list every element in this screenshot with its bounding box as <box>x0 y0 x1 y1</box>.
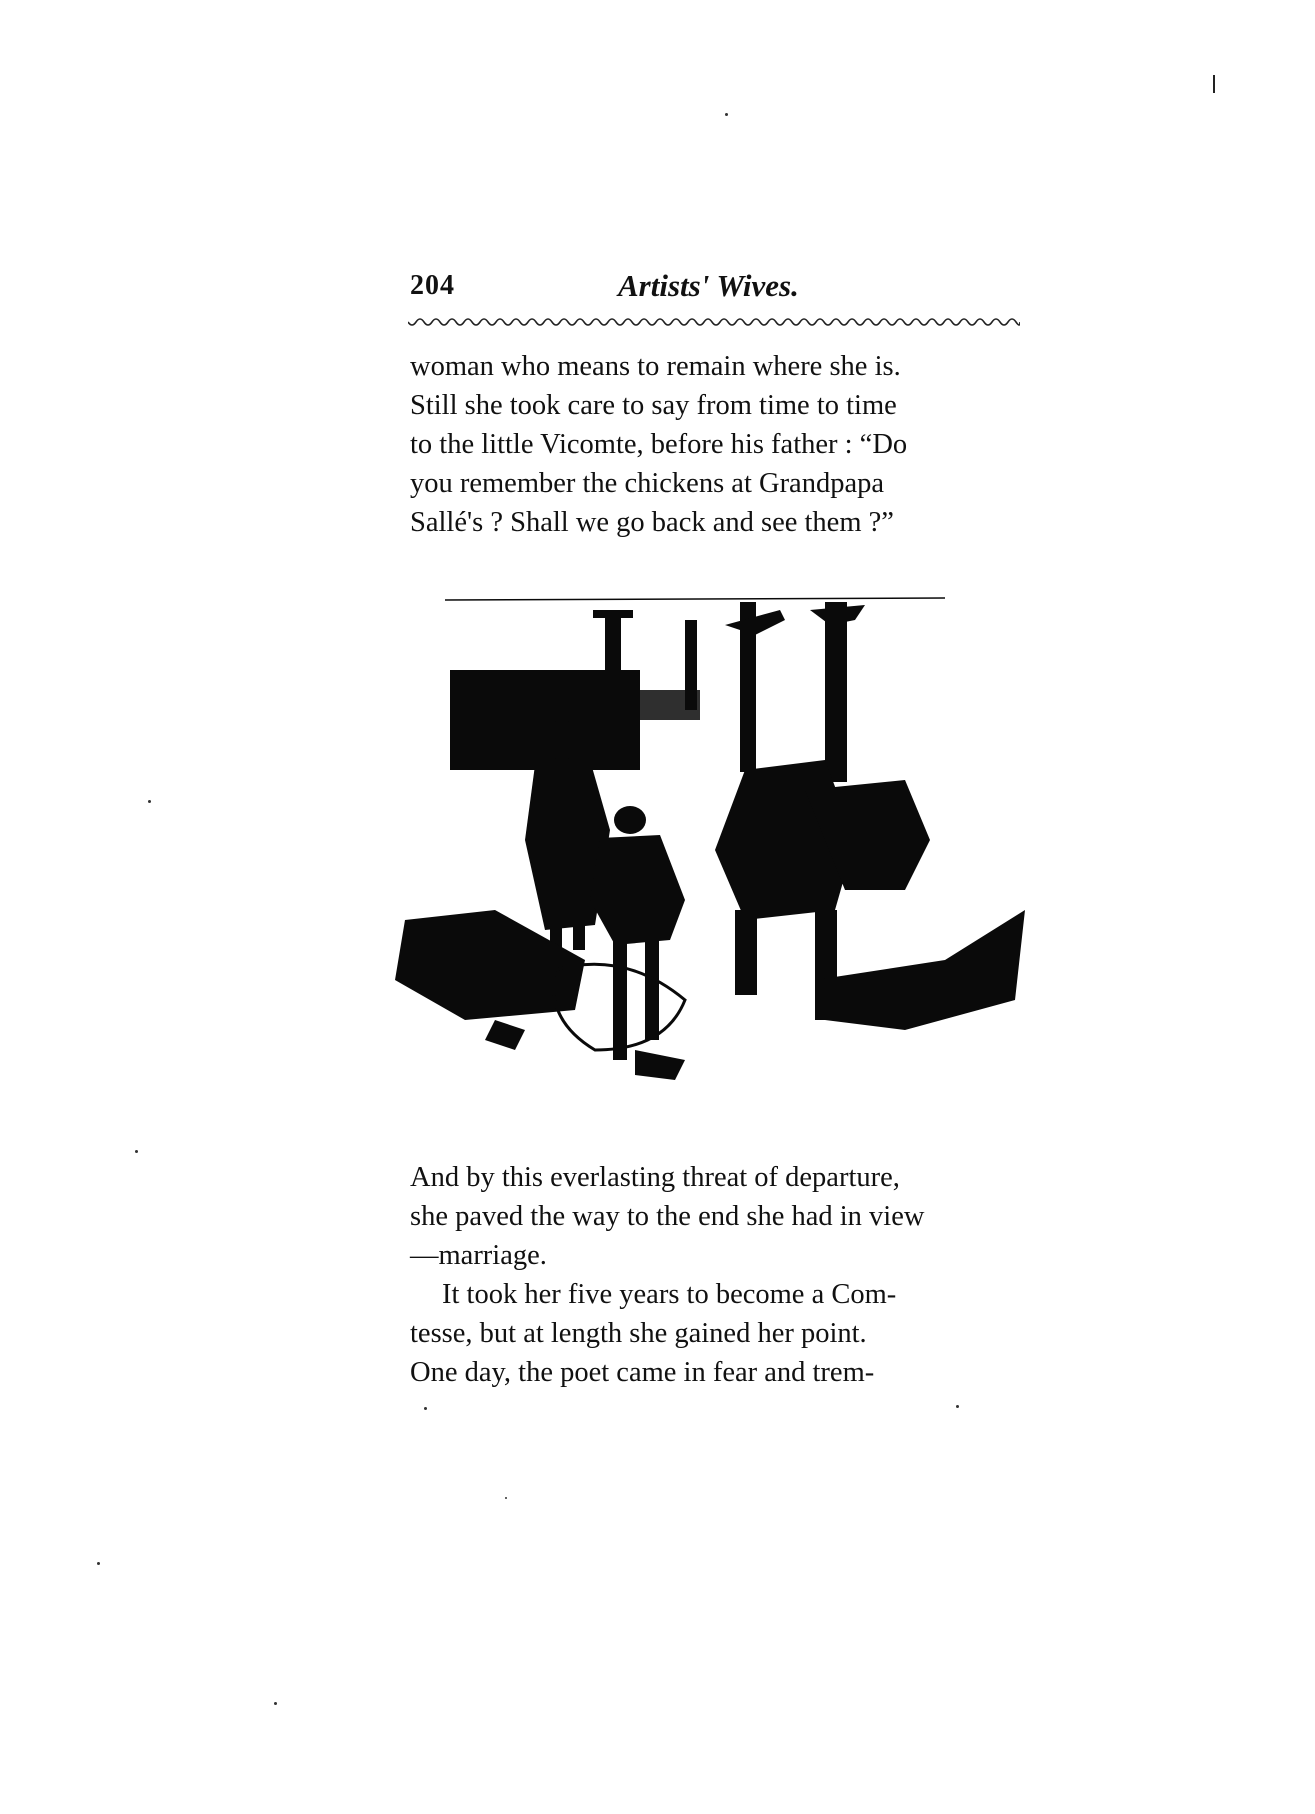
text-body <box>410 1158 1022 1392</box>
text-line: to the little Vicomte, before his father : “Do <box>410 429 908 460</box>
scan-speck <box>97 1562 100 1565</box>
paragraph <box>410 1275 1022 1392</box>
wavy-rule-divider <box>408 318 1020 330</box>
page-header <box>410 270 1020 310</box>
text-line: —marriage. <box>410 1240 547 1271</box>
scan-speck <box>424 1407 427 1410</box>
text-line: Still she took care to say from time to time <box>410 390 897 421</box>
scan-speck <box>956 1405 959 1408</box>
text-line: tesse, but at length she gained her point. <box>410 1318 867 1349</box>
scan-speck <box>505 1497 507 1499</box>
text-line: you remember the chickens at Grandpapa <box>410 468 885 499</box>
paragraph <box>410 1158 1022 1275</box>
scan-speck <box>725 113 728 116</box>
scan-speck <box>274 1702 277 1705</box>
text-line: And by this everlasting threat of departure, <box>410 1162 900 1193</box>
text-line: One day, the poet came in fear and trem- <box>410 1357 875 1388</box>
page-number: 204 <box>410 270 455 301</box>
margin-mark <box>1213 75 1215 93</box>
text-line: Sallé's ? Shall we go back and see them ?” <box>410 507 894 538</box>
running-title: Artists' Wives. <box>618 268 799 303</box>
scan-speck <box>148 800 151 803</box>
text-line: It took her five years to become a Com- <box>442 1279 897 1310</box>
text-line: woman who means to remain where she is. <box>410 351 901 382</box>
engraving-illustration-icon <box>385 580 1045 1120</box>
text-line: she paved the way to the end she had in view <box>410 1201 925 1232</box>
text-continuation <box>410 347 1022 542</box>
scan-speck <box>135 1150 138 1153</box>
